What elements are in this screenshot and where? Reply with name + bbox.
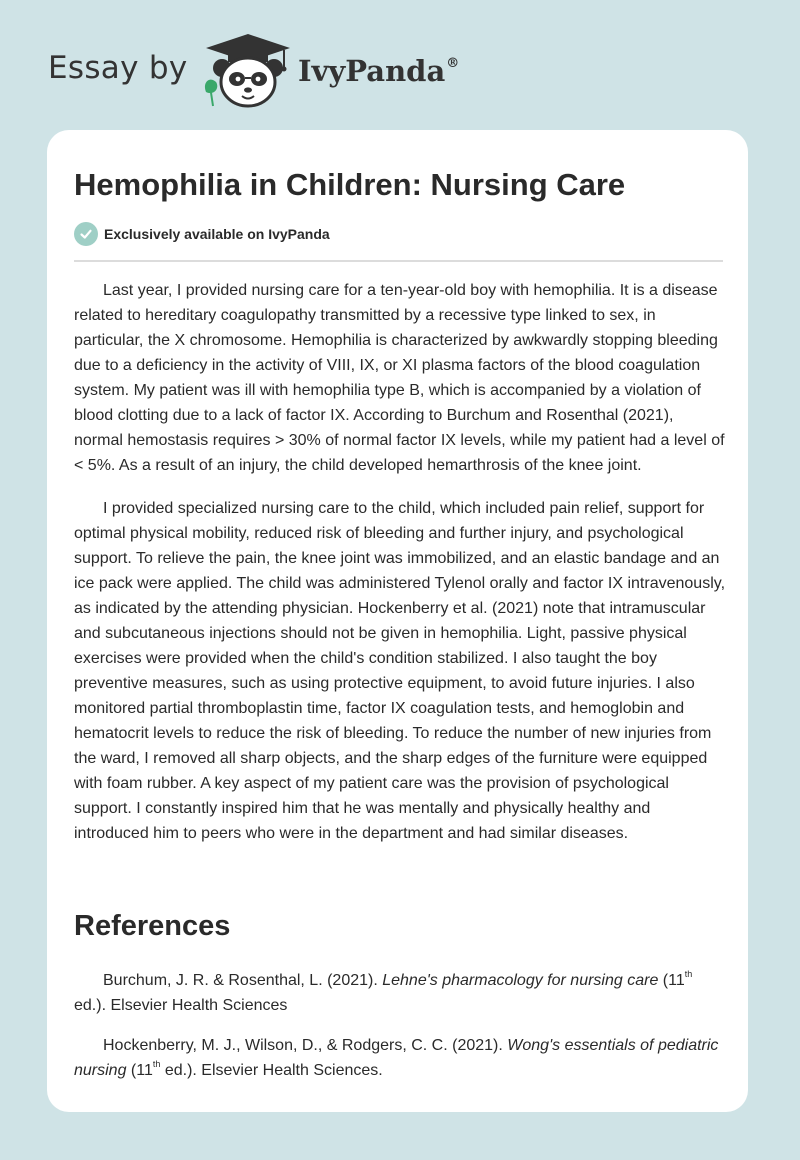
essay-body xyxy=(74,278,726,846)
paragraph: Last year, I provided nursing care for a ten-year-old boy with hemophilia. It is a disease related to hereditary coagulopathy transmitted by a recessive type linked to sex, in particular, the X chromosome. Hemophilia is characterized by awkwardly stopping bleeding due to a deficiency in the activity of VIII, IX, or XI plasma factors of the blood coagulation system. My patient was ill with hemophilia type B, which is accompanied by a violation of blood clotting due to a lack of factor IX. According to Burchum and Rosenthal (2021), normal hemostasis requires > 30% of normal factor IX levels, while my patient had a level of < 5%. As a result of an injury, the child developed hemarthrosis of the knee joint. xyxy=(74,282,725,474)
references-list xyxy=(74,968,726,1083)
essay-card xyxy=(47,130,748,1112)
references-heading: References xyxy=(74,910,231,942)
panda-graduate-icon xyxy=(200,32,296,110)
page-title: Hemophilia in Children: Nursing Care xyxy=(74,167,626,202)
brand-name: IvyPanda® xyxy=(298,54,460,88)
divider xyxy=(74,260,723,262)
paragraph: I provided specialized nursing care to the child, which included pain relief, support for optimal physical mobility, reduced risk of bleeding and further injury, and psychological support. To relieve the pain, the knee joint was immobilized, and an elastic bandage and an ice pack were applied. The child was administered Tylenol orally and factor IX intravenously, as indicated by the attending physician. Hockenberry et al. (2021) note that intramuscular and subcutaneous injections should not be given in hemophilia. Light, passive physical exercises were provided when the child's condition stabilized. I also taught the boy preventive measures, such as using protective equipment, to avoid future injuries. I also monitored partial thromboplastin time, factor IX coagulation tests, and hemoglobin and hematocrit levels to reduce the risk of bleeding. To reduce the number of new injuries from the ward, I removed all sharp objects, and the sharp edges of the furniture were equipped with foam rubber. A key aspect of my patient care was the provision of psychological support. I constantly inspired him that he was mentally and physically healthy and introduced him to peers who were in the department and had similar diseases. xyxy=(74,500,726,842)
reference-item: Burchum, J. R. & Rosenthal, L. (2021). Lehne's pharmacology for nursing care (11th ed.). Elsevier Health Sciences xyxy=(74,969,693,1014)
site-header xyxy=(0,0,800,130)
exclusive-label: Exclusively available on IvyPanda xyxy=(104,226,330,242)
reference-item: Hockenberry, M. J., Wilson, D., & Rodgers, C. C. (2021). Wong's essentials of pediatric nursing (11th ed.). Elsevier Health Sciences. xyxy=(74,1037,719,1079)
essay-by-label: Essay by xyxy=(48,50,188,86)
exclusive-badge xyxy=(74,222,330,246)
checkmark-icon xyxy=(74,222,98,246)
